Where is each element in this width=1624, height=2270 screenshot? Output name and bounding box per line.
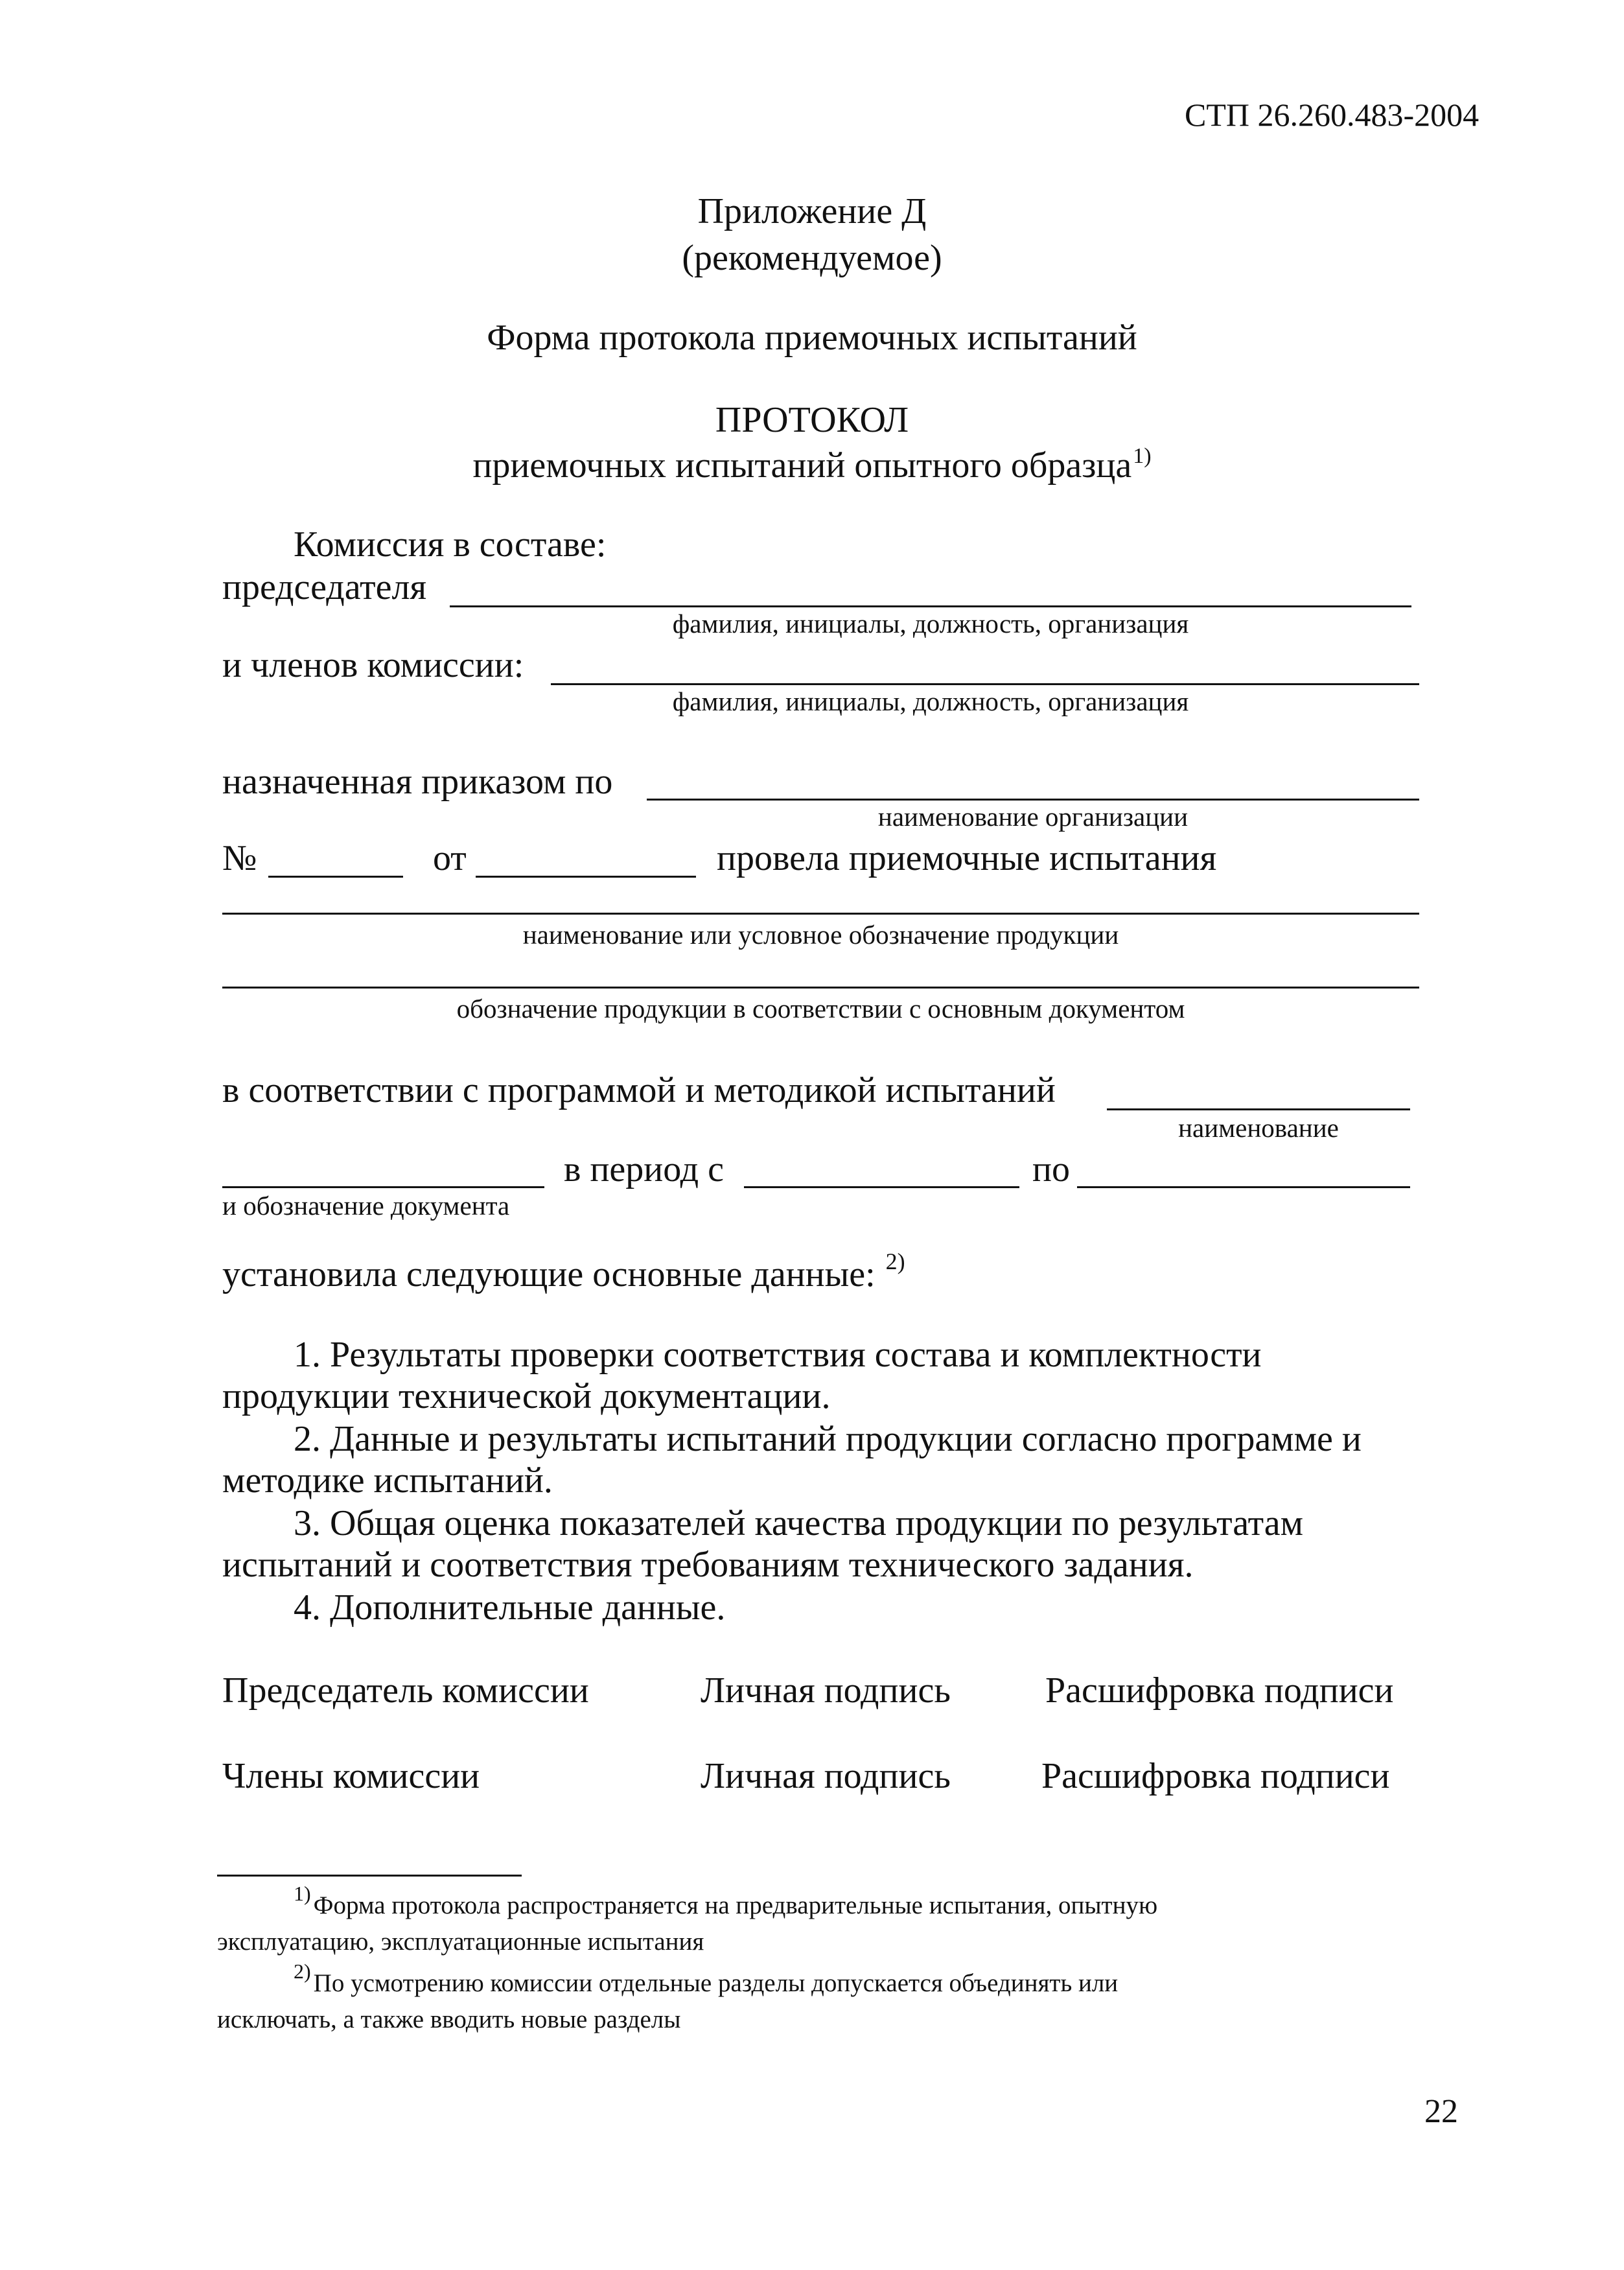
footnote-1-text: Форма протокола распространяется на предварительные испытания, опытную <box>313 1891 1158 1919</box>
signature-chairman-personal: Личная подпись <box>701 1670 951 1711</box>
footnote-2-text: По усмотрению комиссии отдельные разделы допускается объединять или <box>313 1969 1119 1997</box>
members-fill-line <box>551 683 1419 685</box>
product-name-hint: наименование или условное обозначение продукции <box>522 920 1119 950</box>
date-fill-line <box>476 876 696 878</box>
product-designation-fill-line <box>222 987 1419 989</box>
footnote-2-line-1 <box>294 1960 1119 1997</box>
program-name-fill-line <box>1107 1108 1410 1110</box>
item-3-line-2: испытаний и соответствия требованиям технического задания. <box>222 1545 1194 1585</box>
signature-members-label: Члены комиссии <box>222 1756 480 1796</box>
appointed-label: назначенная приказом по <box>222 762 613 802</box>
program-name-hint: наименование <box>1178 1113 1339 1143</box>
appendix-note: (рекомендуемое) <box>682 238 942 278</box>
period-from-label: в период с <box>564 1149 724 1189</box>
protocol-heading: ПРОТОКОЛ <box>715 400 909 440</box>
footnote-2-line-2: исключать, а также вводить новые разделы <box>217 2006 681 2033</box>
product-name-fill-line <box>222 913 1419 915</box>
footnote-1-line-2: эксплуатацию, эксплуатационные испытания <box>217 1928 704 1956</box>
members-hint: фамилия, инициалы, должность, организация <box>672 686 1189 716</box>
signature-members-decoding: Расшифровка подписи <box>1041 1756 1390 1796</box>
tests-conducted-text: провела приемочные испытания <box>717 838 1217 878</box>
signature-members-personal: Личная подпись <box>701 1756 951 1796</box>
item-3-line-1: 3. Общая оценка показателей качества продукции по результатам <box>294 1503 1304 1543</box>
period-end-fill-line <box>1077 1186 1410 1188</box>
footnote-2-mark: 2) <box>294 1960 311 1983</box>
item-1-line-2: продукции технической документации. <box>222 1376 831 1416</box>
item-2-line-2: методике испытаний. <box>222 1460 553 1501</box>
chairman-label: председателя <box>222 567 427 607</box>
members-label: и членов комиссии: <box>222 645 524 685</box>
established-text <box>222 1248 905 1294</box>
date-from-label: от <box>433 838 467 878</box>
appendix-title: Приложение Д <box>697 191 927 231</box>
commission-intro: Комиссия в составе: <box>294 524 607 565</box>
form-title: Форма протокола приемочных испытаний <box>487 318 1137 358</box>
period-to-label: по <box>1032 1149 1070 1189</box>
item-1-line-1: 1. Результаты проверки соответствия состава и комплектности <box>294 1335 1262 1375</box>
footnote-ref-2: 2) <box>885 1248 905 1274</box>
footnote-separator <box>217 1875 522 1877</box>
organization-hint: наименование организации <box>877 802 1189 832</box>
program-doc-fill-line <box>222 1186 544 1188</box>
footnote-ref-1: 1) <box>1133 444 1152 468</box>
number-label: № <box>222 838 257 878</box>
signature-chairman-decoding: Расшифровка подписи <box>1045 1670 1394 1711</box>
footnote-1-line-1 <box>294 1882 1158 1919</box>
period-start-fill-line <box>744 1186 1019 1188</box>
item-4-line-1: 4. Дополнительные данные. <box>294 1587 726 1628</box>
doc-designation-hint: и обозначение документа <box>222 1191 510 1221</box>
organization-fill-line <box>647 799 1419 801</box>
signature-chairman-label: Председатель комиссии <box>222 1670 589 1711</box>
protocol-subtitle <box>0 444 1624 486</box>
document-code: СТП 26.260.483-2004 <box>1185 97 1479 133</box>
number-fill-line <box>268 876 403 878</box>
product-designation-hint: обозначение продукции в соответствии с основным документом <box>456 994 1185 1024</box>
program-label: в соответствии с программой и методикой испытаний <box>222 1070 1056 1110</box>
chairman-fill-line <box>450 605 1411 607</box>
protocol-subtitle-text: приемочных испытаний опытного образца <box>472 445 1132 486</box>
footnote-1-mark: 1) <box>294 1882 311 1905</box>
chairman-hint: фамилия, инициалы, должность, организация <box>672 609 1189 638</box>
item-2-line-1: 2. Данные и результаты испытаний продукции согласно программе и <box>294 1419 1362 1459</box>
established-label: установила следующие основные данные: <box>222 1254 876 1294</box>
page-number: 22 <box>1424 2093 1458 2130</box>
